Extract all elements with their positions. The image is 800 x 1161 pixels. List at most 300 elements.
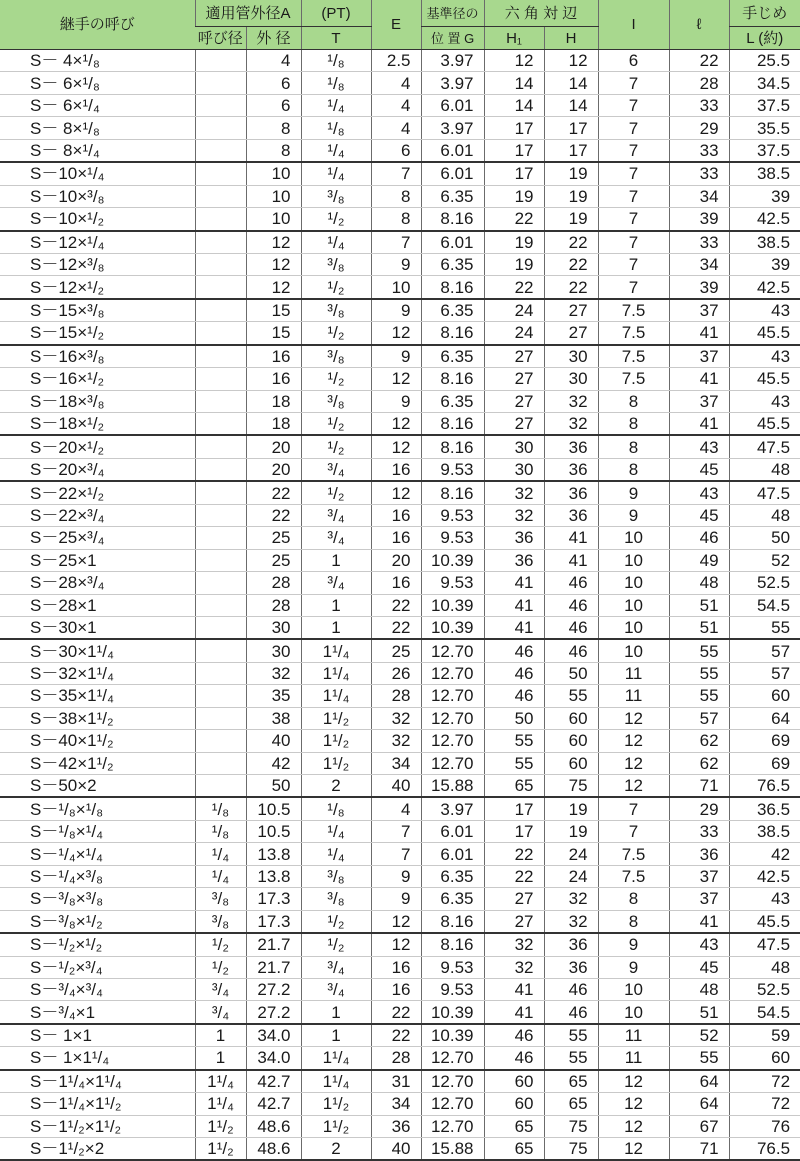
table-row bbox=[0, 797, 800, 820]
cell-i: 12 bbox=[598, 1138, 669, 1161]
table-row bbox=[0, 345, 800, 368]
cell-hex-h: 46 bbox=[544, 1001, 598, 1024]
cell-i: 9 bbox=[598, 504, 669, 526]
cell-e: 6 bbox=[371, 139, 421, 162]
cell-i: 7 bbox=[598, 117, 669, 139]
cell-i: 9 bbox=[598, 481, 669, 504]
cell-fitting: S－¹/₈×¹/₄ bbox=[0, 820, 195, 842]
cell-l: 46 bbox=[669, 527, 729, 549]
cell-pt: ¹/₈ bbox=[301, 72, 371, 94]
cell-pt: ¹/₄ bbox=[301, 843, 371, 865]
cell-outer-diameter: 32 bbox=[246, 662, 301, 684]
cell-fitting: S－12×¹/₄ bbox=[0, 231, 195, 254]
cell-outer-diameter: 18 bbox=[246, 390, 301, 412]
cell-e: 20 bbox=[371, 549, 421, 571]
cell-gauge-position: 3.97 bbox=[421, 50, 484, 72]
cell-outer-diameter: 21.7 bbox=[246, 933, 301, 956]
cell-i: 7 bbox=[598, 820, 669, 842]
cell-hand-length: 52.5 bbox=[729, 572, 800, 594]
cell-outer-diameter: 10 bbox=[246, 162, 301, 185]
cell-pt: ³/₄ bbox=[301, 504, 371, 526]
cell-fitting: S－1¹/₄×1¹/₂ bbox=[0, 1093, 195, 1115]
cell-hex-h: 55 bbox=[544, 1024, 598, 1047]
cell-hand-length: 42.5 bbox=[729, 208, 800, 231]
cell-hex-h: 24 bbox=[544, 865, 598, 887]
cell-i: 10 bbox=[598, 978, 669, 1000]
cell-l: 49 bbox=[669, 549, 729, 571]
cell-pt: 1 bbox=[301, 616, 371, 639]
cell-fitting: S－10×¹/₂ bbox=[0, 208, 195, 231]
cell-fitting: S－42×1¹/₂ bbox=[0, 752, 195, 774]
cell-hand-length: 57 bbox=[729, 662, 800, 684]
cell-i: 8 bbox=[598, 458, 669, 481]
cell-nominal bbox=[195, 413, 246, 436]
table-row bbox=[0, 1001, 800, 1024]
cell-fitting: S－15×³/₈ bbox=[0, 299, 195, 322]
cell-gauge-position: 8.16 bbox=[421, 276, 484, 299]
cell-hex-h1: 17 bbox=[484, 820, 544, 842]
cell-gauge-position: 12.70 bbox=[421, 685, 484, 707]
cell-l: 67 bbox=[669, 1115, 729, 1137]
cell-hex-h: 19 bbox=[544, 185, 598, 207]
cell-hex-h1: 22 bbox=[484, 276, 544, 299]
header-pt: (PT) bbox=[301, 0, 371, 27]
cell-hex-h: 36 bbox=[544, 458, 598, 481]
cell-hand-length: 36.5 bbox=[729, 797, 800, 820]
cell-nominal bbox=[195, 185, 246, 207]
cell-i: 12 bbox=[598, 1070, 669, 1093]
cell-e: 9 bbox=[371, 253, 421, 275]
cell-hex-h1: 46 bbox=[484, 639, 544, 662]
cell-hand-length: 60 bbox=[729, 685, 800, 707]
cell-fitting: S－32×1¹/₄ bbox=[0, 662, 195, 684]
cell-outer-diameter: 17.3 bbox=[246, 910, 301, 933]
cell-hex-h: 75 bbox=[544, 775, 598, 798]
cell-hex-h1: 24 bbox=[484, 322, 544, 345]
cell-nominal: ¹/₂ bbox=[195, 933, 246, 956]
header-hand-top: 手じめ bbox=[729, 0, 800, 27]
cell-l: 45 bbox=[669, 956, 729, 978]
cell-gauge-position: 6.01 bbox=[421, 139, 484, 162]
cell-nominal bbox=[195, 139, 246, 162]
cell-hand-length: 76 bbox=[729, 1115, 800, 1137]
cell-nominal: ¹/₄ bbox=[195, 865, 246, 887]
cell-pt: ³/₈ bbox=[301, 299, 371, 322]
cell-outer-diameter: 25 bbox=[246, 527, 301, 549]
cell-gauge-position: 12.70 bbox=[421, 639, 484, 662]
cell-e: 40 bbox=[371, 1138, 421, 1161]
cell-nominal: ³/₈ bbox=[195, 910, 246, 933]
cell-fitting: S－10×¹/₄ bbox=[0, 162, 195, 185]
cell-gauge-position: 6.35 bbox=[421, 345, 484, 368]
cell-outer-diameter: 48.6 bbox=[246, 1138, 301, 1161]
cell-pt: ¹/₄ bbox=[301, 820, 371, 842]
cell-i: 12 bbox=[598, 707, 669, 729]
cell-hex-h: 41 bbox=[544, 527, 598, 549]
cell-l: 37 bbox=[669, 865, 729, 887]
cell-pt: ¹/₄ bbox=[301, 231, 371, 254]
cell-pt: 1¹/₂ bbox=[301, 707, 371, 729]
cell-gauge-position: 6.35 bbox=[421, 390, 484, 412]
cell-e: 12 bbox=[371, 481, 421, 504]
cell-l: 62 bbox=[669, 752, 729, 774]
header-h1: H₁ bbox=[484, 27, 544, 50]
cell-fitting: S－22×³/₄ bbox=[0, 504, 195, 526]
cell-fitting: S－³/₄×1 bbox=[0, 1001, 195, 1024]
cell-gauge-position: 15.88 bbox=[421, 775, 484, 798]
cell-nominal bbox=[195, 639, 246, 662]
cell-fitting: S－ 1×1¹/₄ bbox=[0, 1047, 195, 1070]
cell-e: 4 bbox=[371, 117, 421, 139]
table-row bbox=[0, 368, 800, 390]
cell-outer-diameter: 22 bbox=[246, 504, 301, 526]
cell-i: 8 bbox=[598, 888, 669, 910]
cell-l: 37 bbox=[669, 888, 729, 910]
cell-outer-diameter: 16 bbox=[246, 368, 301, 390]
cell-hand-length: 47.5 bbox=[729, 933, 800, 956]
cell-hex-h: 46 bbox=[544, 639, 598, 662]
cell-hex-h1: 41 bbox=[484, 594, 544, 616]
cell-hand-length: 50 bbox=[729, 527, 800, 549]
cell-outer-diameter: 8 bbox=[246, 117, 301, 139]
cell-hex-h: 55 bbox=[544, 685, 598, 707]
cell-fitting: S－ 4×¹/₈ bbox=[0, 50, 195, 72]
cell-pt: 1 bbox=[301, 549, 371, 571]
cell-outer-diameter: 10.5 bbox=[246, 820, 301, 842]
cell-hex-h: 46 bbox=[544, 616, 598, 639]
cell-gauge-position: 8.16 bbox=[421, 933, 484, 956]
cell-e: 16 bbox=[371, 572, 421, 594]
cell-pt: ³/₈ bbox=[301, 345, 371, 368]
cell-l: 28 bbox=[669, 72, 729, 94]
cell-hex-h: 17 bbox=[544, 117, 598, 139]
cell-nominal: ³/₈ bbox=[195, 888, 246, 910]
cell-fitting: S－³/₈×³/₈ bbox=[0, 888, 195, 910]
table-row bbox=[0, 185, 800, 207]
header-i: I bbox=[598, 0, 669, 50]
cell-i: 7 bbox=[598, 231, 669, 254]
cell-pt: ¹/₂ bbox=[301, 435, 371, 458]
cell-hex-h1: 65 bbox=[484, 1138, 544, 1161]
cell-pt: 1¹/₄ bbox=[301, 685, 371, 707]
cell-fitting: S－ 1×1 bbox=[0, 1024, 195, 1047]
cell-e: 34 bbox=[371, 752, 421, 774]
cell-i: 10 bbox=[598, 639, 669, 662]
cell-pt: 1¹/₄ bbox=[301, 1047, 371, 1070]
header-l: ℓ bbox=[669, 0, 729, 50]
cell-gauge-position: 9.53 bbox=[421, 458, 484, 481]
cell-i: 7 bbox=[598, 797, 669, 820]
cell-gauge-position: 6.01 bbox=[421, 820, 484, 842]
cell-hand-length: 47.5 bbox=[729, 435, 800, 458]
cell-e: 22 bbox=[371, 1001, 421, 1024]
cell-gauge-position: 6.01 bbox=[421, 94, 484, 116]
cell-gauge-position: 10.39 bbox=[421, 1024, 484, 1047]
cell-outer-diameter: 15 bbox=[246, 322, 301, 345]
cell-i: 7 bbox=[598, 208, 669, 231]
cell-hex-h: 36 bbox=[544, 481, 598, 504]
table-row bbox=[0, 572, 800, 594]
cell-nominal bbox=[195, 276, 246, 299]
cell-pt: ¹/₂ bbox=[301, 481, 371, 504]
cell-nominal bbox=[195, 94, 246, 116]
cell-nominal bbox=[195, 549, 246, 571]
cell-gauge-position: 6.35 bbox=[421, 185, 484, 207]
cell-hex-h1: 32 bbox=[484, 956, 544, 978]
cell-e: 28 bbox=[371, 1047, 421, 1070]
cell-hex-h: 17 bbox=[544, 139, 598, 162]
cell-i: 7.5 bbox=[598, 299, 669, 322]
cell-hex-h1: 27 bbox=[484, 413, 544, 436]
cell-e: 4 bbox=[371, 94, 421, 116]
cell-nominal: 1¹/₄ bbox=[195, 1093, 246, 1115]
cell-e: 32 bbox=[371, 707, 421, 729]
cell-gauge-position: 8.16 bbox=[421, 910, 484, 933]
cell-e: 12 bbox=[371, 933, 421, 956]
cell-hex-h: 46 bbox=[544, 978, 598, 1000]
cell-i: 7 bbox=[598, 94, 669, 116]
cell-i: 6 bbox=[598, 50, 669, 72]
cell-hand-length: 38.5 bbox=[729, 162, 800, 185]
cell-hex-h: 75 bbox=[544, 1138, 598, 1161]
cell-gauge-position: 12.70 bbox=[421, 662, 484, 684]
cell-outer-diameter: 42 bbox=[246, 752, 301, 774]
cell-e: 12 bbox=[371, 322, 421, 345]
cell-hand-length: 42.5 bbox=[729, 865, 800, 887]
cell-i: 10 bbox=[598, 549, 669, 571]
cell-fitting: S－20×³/₄ bbox=[0, 458, 195, 481]
cell-l: 33 bbox=[669, 820, 729, 842]
cell-l: 41 bbox=[669, 413, 729, 436]
table-row bbox=[0, 730, 800, 752]
cell-pt: ³/₈ bbox=[301, 888, 371, 910]
cell-hex-h: 24 bbox=[544, 843, 598, 865]
table-row bbox=[0, 50, 800, 72]
cell-outer-diameter: 12 bbox=[246, 253, 301, 275]
cell-e: 12 bbox=[371, 413, 421, 436]
cell-hex-h1: 65 bbox=[484, 1115, 544, 1137]
cell-e: 4 bbox=[371, 72, 421, 94]
cell-l: 37 bbox=[669, 390, 729, 412]
cell-hex-h: 32 bbox=[544, 910, 598, 933]
table-row bbox=[0, 458, 800, 481]
cell-nominal bbox=[195, 730, 246, 752]
cell-nominal bbox=[195, 616, 246, 639]
cell-e: 9 bbox=[371, 865, 421, 887]
cell-gauge-position: 6.01 bbox=[421, 162, 484, 185]
cell-hex-h: 50 bbox=[544, 662, 598, 684]
cell-i: 7.5 bbox=[598, 345, 669, 368]
cell-outer-diameter: 10 bbox=[246, 185, 301, 207]
cell-i: 7.5 bbox=[598, 865, 669, 887]
cell-gauge-position: 8.16 bbox=[421, 481, 484, 504]
cell-hand-length: 57 bbox=[729, 639, 800, 662]
table-row bbox=[0, 956, 800, 978]
table-row bbox=[0, 504, 800, 526]
cell-gauge-position: 8.16 bbox=[421, 435, 484, 458]
table-row bbox=[0, 253, 800, 275]
cell-hex-h: 30 bbox=[544, 368, 598, 390]
cell-hex-h1: 30 bbox=[484, 435, 544, 458]
cell-l: 64 bbox=[669, 1093, 729, 1115]
cell-pt: ¹/₂ bbox=[301, 322, 371, 345]
cell-fitting: S－16×¹/₂ bbox=[0, 368, 195, 390]
table-row bbox=[0, 1093, 800, 1115]
cell-hand-length: 55 bbox=[729, 616, 800, 639]
cell-e: 7 bbox=[371, 820, 421, 842]
cell-fitting: S－15×¹/₂ bbox=[0, 322, 195, 345]
cell-hex-h: 14 bbox=[544, 94, 598, 116]
cell-gauge-position: 6.35 bbox=[421, 888, 484, 910]
cell-hand-length: 48 bbox=[729, 504, 800, 526]
cell-hex-h1: 22 bbox=[484, 865, 544, 887]
cell-outer-diameter: 10 bbox=[246, 208, 301, 231]
table-row bbox=[0, 527, 800, 549]
cell-e: 9 bbox=[371, 888, 421, 910]
cell-hex-h1: 17 bbox=[484, 117, 544, 139]
cell-hex-h1: 60 bbox=[484, 1070, 544, 1093]
cell-hex-h: 32 bbox=[544, 888, 598, 910]
cell-hand-length: 35.5 bbox=[729, 117, 800, 139]
cell-i: 7.5 bbox=[598, 368, 669, 390]
cell-nominal bbox=[195, 72, 246, 94]
cell-nominal: 1¹/₄ bbox=[195, 1070, 246, 1093]
cell-hex-h: 36 bbox=[544, 504, 598, 526]
table-row bbox=[0, 94, 800, 116]
cell-fitting: S－28×1 bbox=[0, 594, 195, 616]
cell-l: 33 bbox=[669, 162, 729, 185]
header-e: E bbox=[371, 0, 421, 50]
table-row bbox=[0, 139, 800, 162]
cell-e: 26 bbox=[371, 662, 421, 684]
cell-outer-diameter: 42.7 bbox=[246, 1093, 301, 1115]
cell-hand-length: 25.5 bbox=[729, 50, 800, 72]
cell-outer-diameter: 34.0 bbox=[246, 1024, 301, 1047]
cell-pt: 1¹/₄ bbox=[301, 639, 371, 662]
cell-pt: ¹/₄ bbox=[301, 139, 371, 162]
cell-outer-diameter: 6 bbox=[246, 72, 301, 94]
cell-hex-h1: 27 bbox=[484, 368, 544, 390]
cell-i: 12 bbox=[598, 1115, 669, 1137]
cell-pt: ³/₄ bbox=[301, 572, 371, 594]
cell-l: 41 bbox=[669, 910, 729, 933]
cell-hand-length: 42 bbox=[729, 843, 800, 865]
cell-nominal: ³/₄ bbox=[195, 978, 246, 1000]
cell-hex-h: 46 bbox=[544, 572, 598, 594]
cell-l: 51 bbox=[669, 616, 729, 639]
cell-hex-h: 41 bbox=[544, 549, 598, 571]
cell-gauge-position: 12.70 bbox=[421, 707, 484, 729]
cell-outer-diameter: 27.2 bbox=[246, 1001, 301, 1024]
cell-l: 33 bbox=[669, 139, 729, 162]
cell-gauge-position: 6.01 bbox=[421, 843, 484, 865]
cell-nominal bbox=[195, 299, 246, 322]
cell-hex-h1: 19 bbox=[484, 253, 544, 275]
cell-fitting: S－1¹/₂×1¹/₂ bbox=[0, 1115, 195, 1137]
cell-hex-h1: 41 bbox=[484, 978, 544, 1000]
cell-e: 7 bbox=[371, 162, 421, 185]
cell-hand-length: 48 bbox=[729, 956, 800, 978]
cell-gauge-position: 15.88 bbox=[421, 1138, 484, 1161]
cell-outer-diameter: 40 bbox=[246, 730, 301, 752]
cell-nominal bbox=[195, 162, 246, 185]
cell-fitting: S－1¹/₄×1¹/₄ bbox=[0, 1070, 195, 1093]
cell-hex-h: 55 bbox=[544, 1047, 598, 1070]
cell-l: 22 bbox=[669, 50, 729, 72]
cell-pt: ¹/₂ bbox=[301, 208, 371, 231]
cell-e: 8 bbox=[371, 185, 421, 207]
cell-hex-h: 36 bbox=[544, 435, 598, 458]
header-hex: 六 角 対 辺 bbox=[484, 0, 598, 27]
cell-e: 16 bbox=[371, 504, 421, 526]
cell-nominal: ¹/₈ bbox=[195, 797, 246, 820]
cell-l: 39 bbox=[669, 276, 729, 299]
cell-e: 34 bbox=[371, 1093, 421, 1115]
cell-fitting: S－12×¹/₂ bbox=[0, 276, 195, 299]
cell-nominal bbox=[195, 322, 246, 345]
cell-outer-diameter: 50 bbox=[246, 775, 301, 798]
table-row bbox=[0, 616, 800, 639]
cell-hand-length: 39 bbox=[729, 185, 800, 207]
cell-fitting: S－30×1 bbox=[0, 616, 195, 639]
cell-i: 10 bbox=[598, 527, 669, 549]
cell-hex-h: 27 bbox=[544, 299, 598, 322]
cell-hand-length: 45.5 bbox=[729, 910, 800, 933]
cell-outer-diameter: 28 bbox=[246, 572, 301, 594]
cell-e: 12 bbox=[371, 435, 421, 458]
cell-nominal: 1 bbox=[195, 1024, 246, 1047]
table-row bbox=[0, 775, 800, 798]
cell-fitting: S－10×³/₈ bbox=[0, 185, 195, 207]
cell-hex-h: 19 bbox=[544, 162, 598, 185]
cell-outer-diameter: 18 bbox=[246, 413, 301, 436]
cell-e: 16 bbox=[371, 527, 421, 549]
cell-hex-h1: 46 bbox=[484, 1047, 544, 1070]
cell-hex-h: 19 bbox=[544, 797, 598, 820]
cell-nominal bbox=[195, 253, 246, 275]
cell-l: 43 bbox=[669, 435, 729, 458]
cell-e: 36 bbox=[371, 1115, 421, 1137]
cell-pt: ³/₄ bbox=[301, 458, 371, 481]
cell-e: 40 bbox=[371, 775, 421, 798]
table-row bbox=[0, 910, 800, 933]
cell-pt: ¹/₈ bbox=[301, 50, 371, 72]
cell-nominal bbox=[195, 458, 246, 481]
cell-l: 45 bbox=[669, 458, 729, 481]
cell-gauge-position: 12.70 bbox=[421, 1047, 484, 1070]
table-row bbox=[0, 594, 800, 616]
cell-pt: 1 bbox=[301, 594, 371, 616]
cell-l: 71 bbox=[669, 775, 729, 798]
cell-gauge-position: 12.70 bbox=[421, 730, 484, 752]
cell-hex-h: 14 bbox=[544, 72, 598, 94]
cell-hex-h1: 36 bbox=[484, 527, 544, 549]
cell-hex-h1: 14 bbox=[484, 72, 544, 94]
cell-hex-h1: 32 bbox=[484, 933, 544, 956]
cell-nominal bbox=[195, 752, 246, 774]
cell-pt: ³/₈ bbox=[301, 253, 371, 275]
cell-hand-length: 72 bbox=[729, 1093, 800, 1115]
cell-i: 12 bbox=[598, 730, 669, 752]
cell-i: 10 bbox=[598, 594, 669, 616]
cell-fitting: S－¹/₂×³/₄ bbox=[0, 956, 195, 978]
cell-i: 7 bbox=[598, 72, 669, 94]
table-row bbox=[0, 707, 800, 729]
table-row bbox=[0, 843, 800, 865]
cell-l: 41 bbox=[669, 322, 729, 345]
cell-i: 10 bbox=[598, 572, 669, 594]
cell-i: 7.5 bbox=[598, 322, 669, 345]
